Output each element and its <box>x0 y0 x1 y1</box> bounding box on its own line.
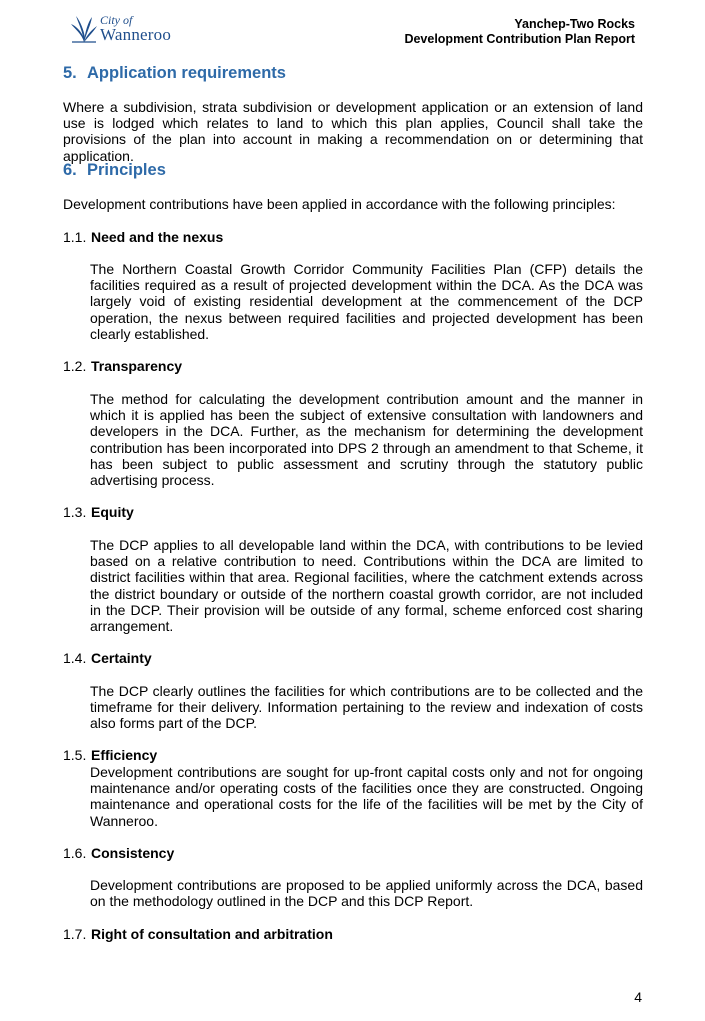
principle-1-4-body: The DCP clearly outlines the facilities for which contributions are to be collected and the timeframe for their delivery. Information pertaining to the review and indexation of costs also forms part of the DCP. <box>90 683 643 732</box>
principle-number: 1.7. <box>63 926 87 942</box>
section-5-number: 5. <box>63 64 77 82</box>
section-5-title: Application requirements <box>87 64 286 82</box>
principle-1-2-body: The method for calculating the development contribution amount and the manner in which it is applied has been the subject of extensive consultation with landowners and developers in the DCA. Further, as the mechanism for determining the development contribution has been incorporated into DPS 2 through an amendment to that Scheme, it has been subject to public assessment and scrutiny through the statutory public advertising process. <box>90 391 643 489</box>
principle-number: 1.1. <box>63 229 87 245</box>
principle-title: Right of consultation and arbitration <box>91 926 333 942</box>
principle-1-1-body: The Northern Coastal Growth Corridor Community Facilities Plan (CFP) details the facilities required as a result of projected development within the DCA. As the DCA was largely void of existing residential development at the commencement of the DCP operation, the nexus between required facilities and projected development has been clearly established. <box>90 261 643 342</box>
page-number: 4 <box>634 989 642 1005</box>
section-5-body: Where a subdivision, strata subdivision or development application or an extension of land use is lodged which relates to land to which this plan applies, Council shall take the provisions of the plan into account in making a recommendation on or determining that application. <box>63 99 643 164</box>
principle-1-5-heading <box>63 747 157 763</box>
leaf-emblem-icon <box>70 14 98 44</box>
principle-1-7-heading <box>63 926 333 942</box>
section-6-title: Principles <box>87 161 166 179</box>
city-of-wanneroo-logo <box>70 12 190 46</box>
principle-title: Consistency <box>91 845 175 861</box>
logo-wanneroo: Wanneroo <box>100 25 172 44</box>
principle-number: 1.2. <box>63 358 87 374</box>
principle-title: Efficiency <box>91 747 158 763</box>
principle-1-3-heading <box>63 504 134 520</box>
principle-1-1-heading <box>63 229 223 245</box>
principle-1-4-heading <box>63 650 152 666</box>
header-project-name: Yanchep-Two Rocks <box>514 17 635 31</box>
principle-1-2-heading <box>63 358 182 374</box>
principle-1-6-heading <box>63 845 174 861</box>
principle-1-3-body: The DCP applies to all developable land within the DCA, with contributions to be levied based on a relative contribution to need. Contributions within the DCA are limited to district facilities within that area. Regional facilities, where the catchment extends across the district boundary or outside of the northern coastal growth corridor, are not included in the DCP. Their provision will be outside of any formal, scheme enforced cost sharing arrangement. <box>90 537 643 635</box>
principle-number: 1.6. <box>63 845 87 861</box>
logo-city-of: City of <box>100 13 133 27</box>
principle-number: 1.4. <box>63 650 87 666</box>
principle-title: Transparency <box>91 358 183 374</box>
principle-1-6-body: Development contributions are proposed to be applied uniformly across the DCA, based on the methodology outlined in the DCP and this DCP Report. <box>90 877 643 910</box>
header-report-title: Development Contribution Plan Report <box>404 32 635 46</box>
principle-1-5-body: Development contributions are sought for up-front capital costs only and not for ongoing maintenance and/or operating costs of the facilities once they are constructed. Ongoing maintenance and operational costs for the life of the facilities will be met by the City of Wanneroo. <box>90 764 643 829</box>
principle-number: 1.5. <box>63 747 87 763</box>
section-6-number: 6. <box>63 161 77 179</box>
principle-title: Certainty <box>91 650 152 666</box>
section-5-heading <box>63 64 286 83</box>
principle-title: Equity <box>91 504 134 520</box>
principle-title: Need and the nexus <box>91 229 224 245</box>
section-6-heading <box>63 161 166 180</box>
document-header <box>404 17 635 47</box>
section-6-intro: Development contributions have been applied in accordance with the following principles: <box>63 196 616 212</box>
principle-number: 1.3. <box>63 504 87 520</box>
